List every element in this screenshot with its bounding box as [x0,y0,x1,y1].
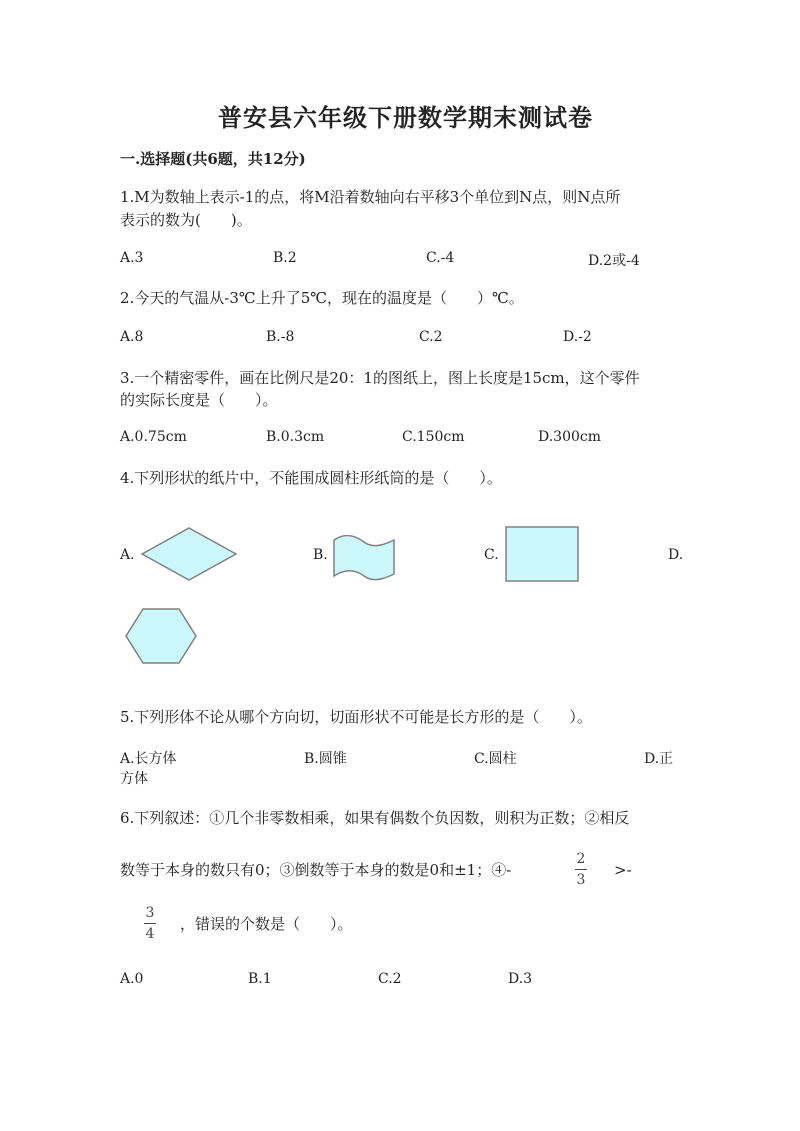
q4-option-c[interactable]: C. [484,547,499,563]
fraction-three-quarters [144,905,156,942]
q4-option-b[interactable]: B. [313,547,328,563]
q2-option-a[interactable]: A.8 [120,329,144,345]
question-6-line-3: ，错误的个数是（ ）。 [180,915,353,933]
question-6-line-1: 6.下列叙述：①几个非零数相乘，如果有偶数个负因数，则积为正数；②相反 [120,809,630,827]
q4-option-a[interactable]: A. [120,547,135,563]
q5-option-a[interactable]: A.长方体 [120,751,177,767]
question-3-line-2: 的实际长度是（ ）。 [120,391,278,409]
fraction-two-thirds [575,851,587,888]
q3-option-c[interactable]: C.150cm [402,429,465,445]
q5-option-c[interactable]: C.圆柱 [474,751,517,767]
q1-option-b[interactable]: B.2 [273,250,297,266]
q5-option-d-wrap: 方体 [120,771,148,787]
fraction-numerator: 2 [576,851,586,867]
q3-option-b[interactable]: B.0.3cm [266,429,325,445]
q6-option-b[interactable]: B.1 [248,971,272,987]
q3-option-d[interactable]: D.300cm [538,429,602,445]
q5-option-d[interactable]: D.正 [644,751,674,767]
question-1-line-1: 1.M为数轴上表示-1的点，将M沿着数轴向右平移3个单位到N点，则N点所 [120,188,621,206]
hexagon-shape [124,607,198,665]
page-title: 普安县六年级下册数学期末测试卷 [218,103,593,132]
q1-option-a[interactable]: A.3 [120,250,144,266]
q5-option-b[interactable]: B.圆锥 [304,751,347,767]
q2-option-d[interactable]: D.-2 [563,329,592,345]
fraction-bar [144,923,156,924]
section-heading: 一.选择题(共6题，共12分) [120,150,306,168]
q3-option-a[interactable]: A.0.75cm [120,429,187,445]
q2-option-b[interactable]: B.-8 [266,329,295,345]
rhombus-shape [140,526,238,582]
fraction-numerator: 3 [145,905,155,921]
question-3-line-1: 3.一个精密零件，画在比例尺是20：1的图纸上，图上长度是15cm，这个零件 [120,369,640,387]
question-2-line-1: 2.今天的气温从-3℃上升了5℃，现在的温度是（ ）℃。 [120,289,524,307]
question-6-line-2: 数等于本身的数只有0；③倒数等于本身的数是0和±1；④- [120,861,512,879]
fraction-denominator: 4 [145,926,155,942]
question-1-line-2: 表示的数为( )。 [120,211,252,229]
question-4-line-1: 4.下列形状的纸片中，不能围成圆柱形纸筒的是（ ）。 [120,469,502,487]
flag-shape [332,534,396,584]
q1-option-d[interactable]: D.2或-4 [588,253,640,269]
q2-option-c[interactable]: C.2 [419,329,443,345]
q4-option-d[interactable]: D. [668,547,684,563]
q6-option-a[interactable]: A.0 [120,971,144,987]
fraction-bar [575,869,587,870]
question-6-compare: >- [614,861,632,879]
question-5-line-1: 5.下列形体不论从哪个方向切，切面形状不可能是长方形的是（ ）。 [120,708,592,726]
q6-option-d[interactable]: D.3 [508,971,533,987]
rectangle-shape [505,526,579,582]
q6-option-c[interactable]: C.2 [378,971,402,987]
q1-option-c[interactable]: C.-4 [426,250,455,266]
fraction-denominator: 3 [576,872,586,888]
